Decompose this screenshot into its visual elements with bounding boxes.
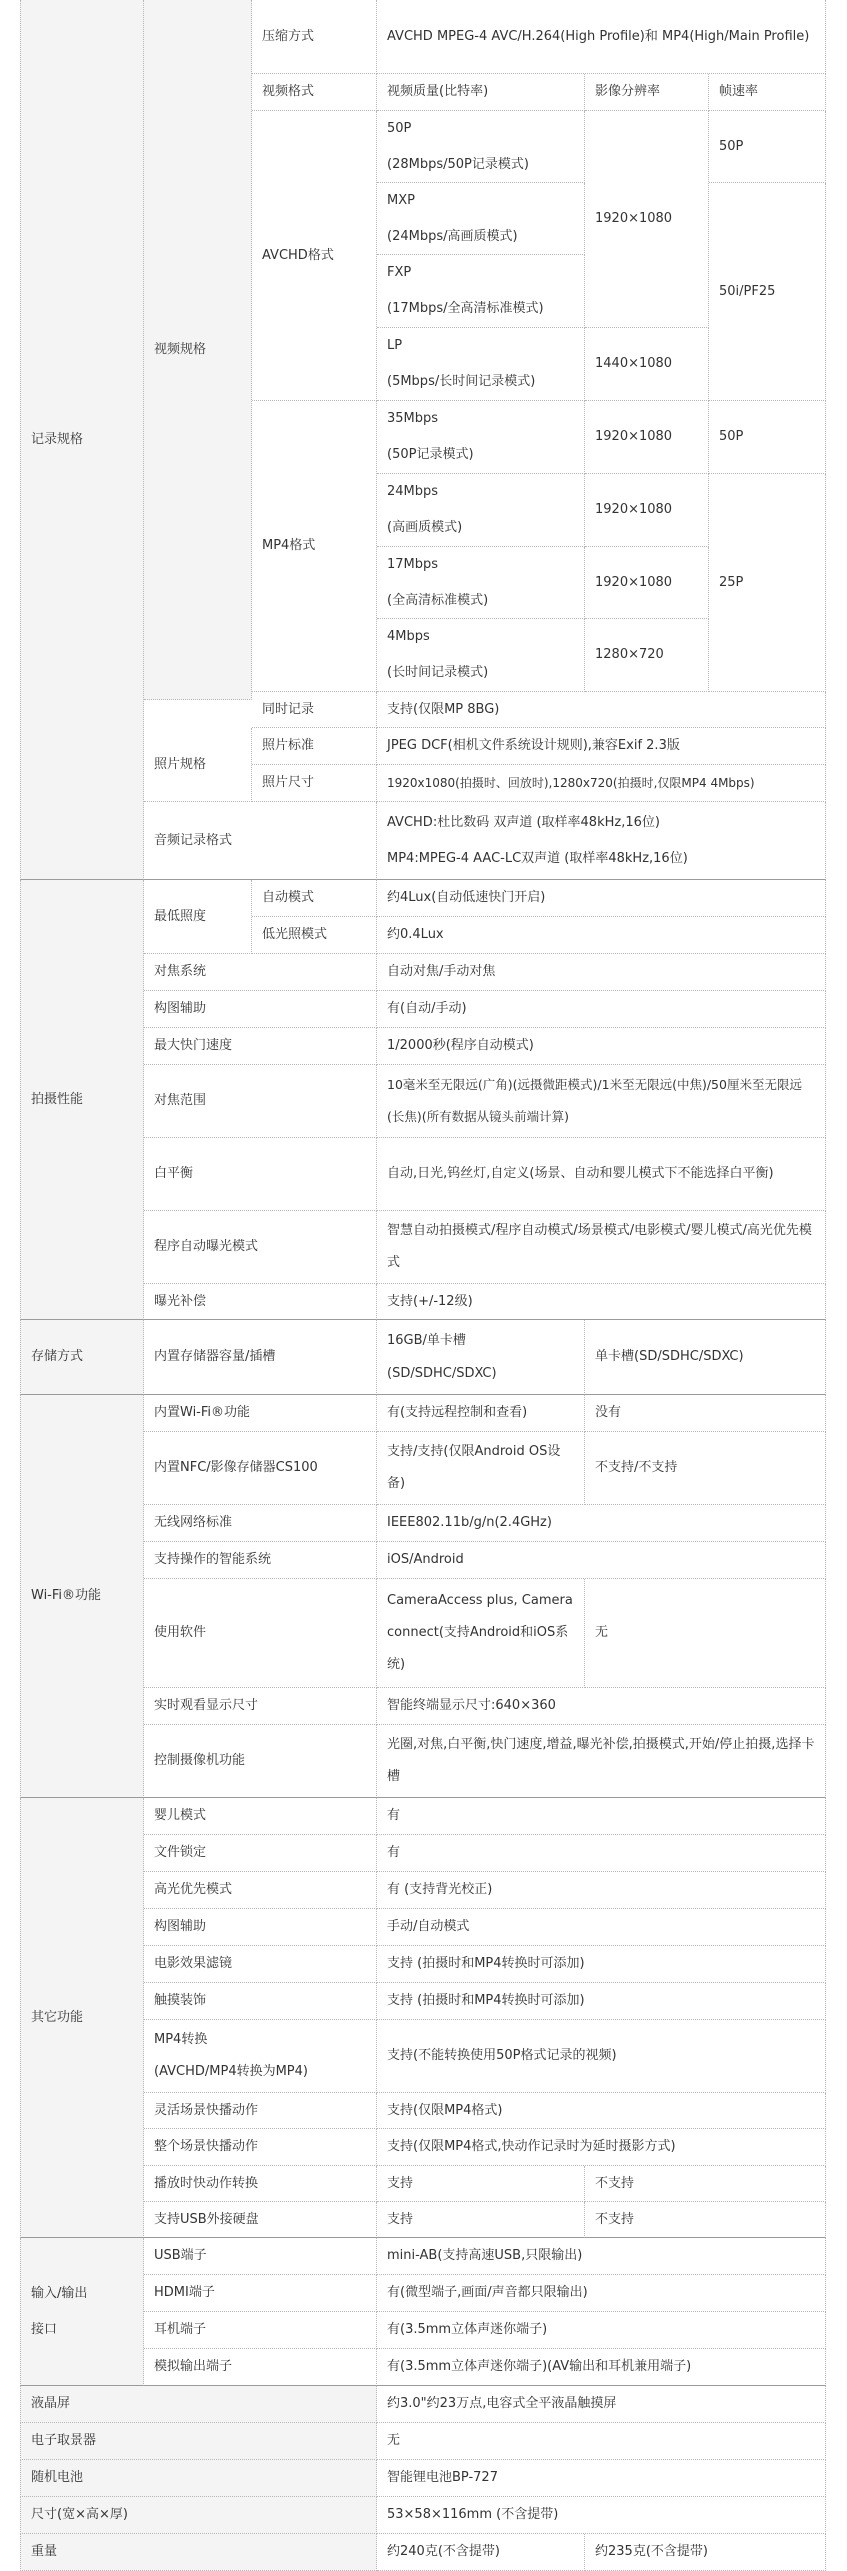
value-usb: mini-AB(支持高速USB,只限输出) bbox=[377, 2238, 826, 2275]
label-scene: 灵活场景快播动作 bbox=[144, 2093, 377, 2129]
value-scene: 支持(仅限MP4格式) bbox=[377, 2093, 826, 2129]
avchd-quality-1: 50P (28Mbps/50P记录模式) bbox=[377, 111, 585, 183]
value-program: 智慧自动拍摄模式/程序自动模式/场景模式/电影模式/婴儿模式/高光优先模式 bbox=[377, 1211, 826, 1284]
value-whole: 支持(仅限MP4格式,快动作记录时为延时摄影方式) bbox=[377, 2129, 826, 2166]
value-compression: AVCHD MPEG-4 AVC/H.264(High Profile)和 MP4(High/Main Profile) bbox=[377, 0, 826, 74]
label-wifi-builtin: 内置Wi-Fi®功能 bbox=[144, 1395, 377, 1432]
label-exposure: 曝光补偿 bbox=[144, 1284, 377, 1320]
mp4-quality-4: 4Mbps (长时间记录模式) bbox=[377, 619, 585, 692]
sub-video: 视频规格 bbox=[144, 0, 252, 700]
value-photo-size: 1920x1080(拍摄时、回放时),1280x720(拍摄时,仅限MP4 4Mbps) bbox=[377, 765, 826, 802]
label-mp4: MP4格式 bbox=[252, 401, 377, 692]
value-av: 有(3.5mm立体声迷你端子)(AV输出和耳机兼用端子) bbox=[377, 2349, 826, 2386]
label-control: 控制摄像机功能 bbox=[144, 1725, 377, 1798]
label-min-lux: 最低照度 bbox=[144, 880, 252, 954]
label-photo-size: 照片尺寸 bbox=[252, 765, 377, 802]
mp4-framerate-1: 50P bbox=[709, 401, 826, 474]
mp4-resolution-4: 1280×720 bbox=[585, 619, 709, 692]
label-ear: 耳机端子 bbox=[144, 2312, 377, 2349]
label-whole: 整个场景快播动作 bbox=[144, 2129, 377, 2166]
value-storage-a: 16GB/单卡槽 (SD/SDHC/SDXC) bbox=[377, 1320, 585, 1395]
avchd-quality-3: FXP (17Mbps/全高清标准模式) bbox=[377, 255, 585, 328]
label-battery: 随机电池 bbox=[20, 2460, 377, 2497]
mp4-quality-1: 35Mbps (50P记录模式) bbox=[377, 401, 585, 474]
value-size: 53×58×116mm (不含提带) bbox=[377, 2497, 826, 2534]
value-wb: 自动,日光,钨丝灯,自定义(场景、自动和婴儿模式下不能选择白平衡) bbox=[377, 1138, 826, 1211]
sub-photo: 照片规格 bbox=[144, 728, 252, 802]
group-io: 输入/输出 接口 bbox=[20, 2238, 144, 2386]
value-play-a: 支持 bbox=[377, 2166, 585, 2202]
group-storage: 存储方式 bbox=[20, 1320, 144, 1395]
value-auto-mode: 约4Lux(自动低速快门开启) bbox=[377, 880, 826, 917]
label-size: 尺寸(宽×高×厚) bbox=[20, 2497, 377, 2534]
label-avchd: AVCHD格式 bbox=[252, 111, 377, 401]
value-lcd: 约3.0"约23万点,电容式全平液晶触摸屏 bbox=[377, 2386, 826, 2423]
group-other: 其它功能 bbox=[20, 1798, 144, 2238]
value-evf: 无 bbox=[377, 2423, 826, 2460]
label-storage: 内置存储器容量/插槽 bbox=[144, 1320, 377, 1395]
mp4-quality-3: 17Mbps (全高清标准模式) bbox=[377, 547, 585, 619]
value-hdmi: 有(微型端子,画面/声音都只限输出) bbox=[377, 2275, 826, 2312]
label-assist: 构图辅助 bbox=[144, 991, 377, 1028]
value-software-a: CameraAccess plus, Camera connect(支持Android和iOS系统) bbox=[377, 1579, 585, 1688]
group-record: 记录规格 bbox=[20, 0, 144, 880]
value-lock: 有 bbox=[377, 1835, 826, 1872]
value-battery: 智能锂电池BP-727 bbox=[377, 2460, 826, 2497]
label-software: 使用软件 bbox=[144, 1579, 377, 1688]
value-weight-a: 约240克(不含提带) bbox=[377, 2534, 585, 2571]
group-wifi: Wi-Fi®功能 bbox=[20, 1395, 144, 1798]
value-simul: 支持(仅限MP 8BG) bbox=[377, 692, 826, 728]
label-highlight: 高光优先模式 bbox=[144, 1872, 377, 1909]
value-software-b: 无 bbox=[585, 1579, 826, 1688]
col-resolution: 影像分辨率 bbox=[585, 74, 709, 111]
value-assist: 有(自动/手动) bbox=[377, 991, 826, 1028]
label-lock: 文件锁定 bbox=[144, 1835, 377, 1872]
value-low-light: 约0.4Lux bbox=[377, 917, 826, 954]
value-other-assist: 手动/自动模式 bbox=[377, 1909, 826, 1946]
value-wifi-standard: IEEE802.11b/g/n(2.4GHz) bbox=[377, 1505, 826, 1542]
mp4-resolution-3: 1920×1080 bbox=[585, 547, 709, 619]
value-wifi-builtin-a: 有(支持远程控制和查看) bbox=[377, 1395, 585, 1432]
avchd-quality-4: LP (5Mbps/长时间记录模式) bbox=[377, 328, 585, 401]
label-shutter: 最大快门速度 bbox=[144, 1028, 377, 1065]
label-hdmi: HDMI端子 bbox=[144, 2275, 377, 2312]
value-photo-std: JPEG DCF(相机文件系统设计规则),兼容Exif 2.3版 bbox=[377, 728, 826, 765]
label-range: 对焦范围 bbox=[144, 1065, 377, 1138]
label-compression: 压缩方式 bbox=[252, 0, 377, 74]
label-usb: USB端子 bbox=[144, 2238, 377, 2275]
value-nfc-a: 支持/支持(仅限Android OS设备) bbox=[377, 1432, 585, 1505]
label-play: 播放时快动作转换 bbox=[144, 2166, 377, 2202]
value-control: 光圈,对焦,白平衡,快门速度,增益,曝光补偿,拍摄模式,开始/停止拍摄,选择卡槽 bbox=[377, 1725, 826, 1798]
label-usb-hdd: 支持USB外接硬盘 bbox=[144, 2202, 377, 2238]
value-usb-hdd-a: 支持 bbox=[377, 2202, 585, 2238]
value-mp4conv: 支持(不能转换使用50P格式记录的视频) bbox=[377, 2020, 826, 2093]
label-filter: 电影效果滤镜 bbox=[144, 1946, 377, 1983]
value-ear: 有(3.5mm立体声迷你端子) bbox=[377, 2312, 826, 2349]
mp4-resolution-2: 1920×1080 bbox=[585, 474, 709, 547]
label-deco: 触摸装饰 bbox=[144, 1983, 377, 2020]
col-quality: 视频质量(比特率) bbox=[377, 74, 585, 111]
value-play-b: 不支持 bbox=[585, 2166, 826, 2202]
value-usb-hdd-b: 不支持 bbox=[585, 2202, 826, 2238]
mp4-framerate-2: 25P bbox=[709, 474, 826, 692]
value-highlight: 有 (支持背光校正) bbox=[377, 1872, 826, 1909]
avchd-resolution-1: 1920×1080 bbox=[585, 111, 709, 328]
label-focus: 对焦系统 bbox=[144, 954, 377, 991]
value-nfc-b: 不支持/不支持 bbox=[585, 1432, 826, 1505]
label-simul: 同时记录 bbox=[252, 692, 377, 728]
value-shutter: 1/2000秒(程序自动模式) bbox=[377, 1028, 826, 1065]
label-low-light: 低光照模式 bbox=[252, 917, 377, 954]
label-wifi-os: 支持操作的智能系统 bbox=[144, 1542, 377, 1579]
label-live: 实时观看显示尺寸 bbox=[144, 1688, 377, 1725]
label-baby: 婴儿模式 bbox=[144, 1798, 377, 1835]
label-av: 模拟输出端子 bbox=[144, 2349, 377, 2386]
value-exposure: 支持(+/-12级) bbox=[377, 1284, 826, 1320]
value-storage-b: 单卡槽(SD/SDHC/SDXC) bbox=[585, 1320, 826, 1395]
label-other-assist: 构图辅助 bbox=[144, 1909, 377, 1946]
label-auto-mode: 自动模式 bbox=[252, 880, 377, 917]
value-baby: 有 bbox=[377, 1798, 826, 1835]
mp4-quality-2: 24Mbps (高画质模式) bbox=[377, 474, 585, 547]
value-audio: AVCHD:杜比数码 双声道 (取样率48kHz,16位) MP4:MPEG-4 AAC-LC双声道 (取样率48kHz,16位) bbox=[377, 802, 826, 880]
label-photo-std: 照片标准 bbox=[252, 728, 377, 765]
mp4-resolution-1: 1920×1080 bbox=[585, 401, 709, 474]
label-wifi-standard: 无线网络标准 bbox=[144, 1505, 377, 1542]
value-weight-b: 约235克(不含提带) bbox=[585, 2534, 826, 2571]
label-evf: 电子取景器 bbox=[20, 2423, 377, 2460]
avchd-resolution-2: 1440×1080 bbox=[585, 328, 709, 401]
label-lcd: 液晶屏 bbox=[20, 2386, 377, 2423]
label-weight: 重量 bbox=[20, 2534, 377, 2571]
value-wifi-builtin-b: 没有 bbox=[585, 1395, 826, 1432]
label-program: 程序自动曝光模式 bbox=[144, 1211, 377, 1284]
avchd-quality-2: MXP (24Mbps/高画质模式) bbox=[377, 183, 585, 255]
value-range: 10毫米至无限远(广角)(远摄微距模式)/1米至无限远(中焦)/50厘米至无限远(长焦)(所有数据从镜头前端计算) bbox=[377, 1065, 826, 1138]
label-audio: 音频记录格式 bbox=[144, 802, 377, 880]
col-framerate: 帧速率 bbox=[709, 74, 826, 111]
label-video-format: 视频格式 bbox=[252, 74, 377, 111]
value-filter: 支持 (拍摄时和MP4转换时可添加) bbox=[377, 1946, 826, 1983]
group-shooting: 拍摄性能 bbox=[20, 880, 144, 1320]
value-wifi-os: iOS/Android bbox=[377, 1542, 826, 1579]
avchd-framerate-2: 50i/PF25 bbox=[709, 183, 826, 401]
avchd-framerate-1: 50P bbox=[709, 111, 826, 183]
value-live: 智能终端显示尺寸:640×360 bbox=[377, 1688, 826, 1725]
label-mp4conv: MP4转换 (AVCHD/MP4转换为MP4) bbox=[144, 2020, 377, 2093]
value-focus: 自动对焦/手动对焦 bbox=[377, 954, 826, 991]
label-wb: 白平衡 bbox=[144, 1138, 377, 1211]
value-deco: 支持 (拍摄时和MP4转换时可添加) bbox=[377, 1983, 826, 2020]
label-nfc: 内置NFC/影像存储器CS100 bbox=[144, 1432, 377, 1505]
